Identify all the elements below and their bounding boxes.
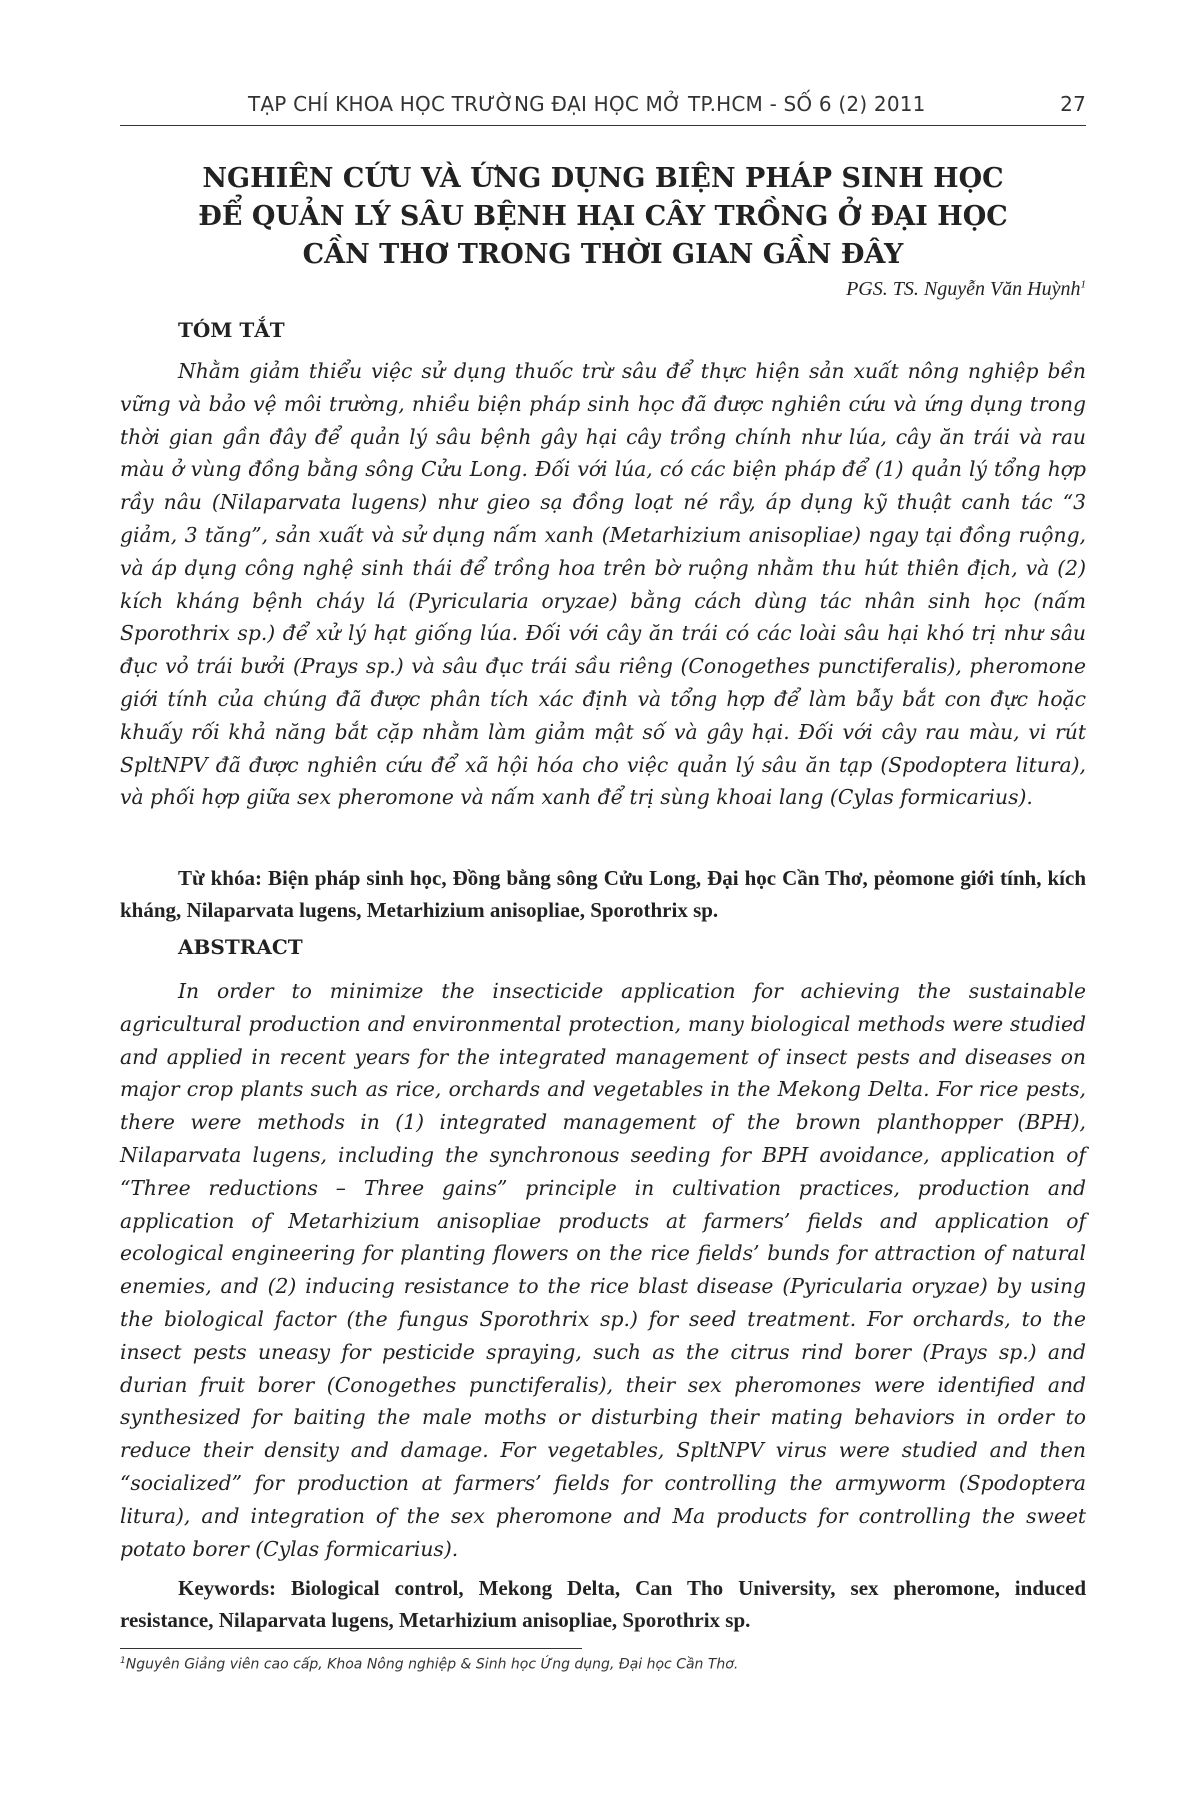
header-rule: [120, 125, 1086, 126]
author-line: [846, 278, 1086, 301]
footnote: [120, 1656, 1086, 1673]
title-line-2: ĐỂ QUẢN LÝ SÂU BỆNH HẠI CÂY TRỒNG Ở ĐẠI HỌC: [198, 201, 1008, 232]
author-name: PGS. TS. Nguyễn Văn Huỳnh: [846, 278, 1081, 300]
tu-khoa-label: Từ khóa:: [178, 866, 262, 890]
article-title: [120, 160, 1086, 274]
journal-title: TẠP CHÍ KHOA HỌC TRƯỜNG ĐẠI HỌC MỞ TP.HCM - SỐ 6 (2) 2011: [248, 92, 926, 116]
title-line-3: CẦN THƠ TRONG THỜI GIAN GẦN ĐÂY: [302, 239, 904, 270]
page-number: 27: [1060, 92, 1086, 116]
abstract-text: In order to minimize the insecticide application for achieving the sustainable agricultural production and environmental protection, many biological methods were studied and applied in recent years for the integrated management of insect pests and diseases on major crop plants such as rice, orchards and vegetables in the Mekong Delta. For rice pests, there were methods in (1) integrated management of the brown planthopper (BPH), Nilaparvata lugens, including the synchronous seeding for BPH avoidance, application of “Three reductions – Three gains” principle in cultivation practices, production and application of Metarhizium anisopliae products at farmers’ fields and application of ecological engineering for planting flowers on the rice fields’ bunds for attraction of natural enemies, and (2) inducing resistance to the rice blast disease (Pyricularia oryzae) by using the biological factor (the fungus Sporothrix sp.) for seed treatment. For orchards, to the insect pests uneasy for pesticide spraying, such as the citrus rind borer (Prays sp.) and durian fruit borer (Conogethes punctiferalis), their sex pheromones were identified and synthesized for baiting the male moths or disturbing their mating behaviors in order to reduce their density and damage. For vegetables, SpltNPV virus were studied and then “socialized” for production at farmers’ fields for controlling the armyworm (Spodoptera litura), and integration of the sex pheromone and Ma products for controlling the sweet potato borer (Cylas formicarius).: [120, 979, 1086, 1561]
running-header: [120, 92, 1086, 122]
tu-khoa-block: [120, 862, 1086, 926]
keywords-label: Keywords:: [178, 1576, 276, 1600]
keywords-block: [120, 1572, 1086, 1636]
keywords-text: Biological control, Mekong Delta, Can Tho University, sex pheromone, induced resistance, Nilaparvata lugens, Metarhizium anisopliae, Sporothrix sp.: [120, 1576, 1086, 1632]
footnote-mark: 1: [120, 1656, 126, 1666]
tom-tat-text: Nhằm giảm thiểu việc sử dụng thuốc trừ sâu để thực hiện sản xuất nông nghiệp bền vững và bảo vệ môi trường, nhiều biện pháp sinh học đã được nghiên cứu và ứng dụng trong thời gian gần đây để quản lý sâu bệnh gây hại cây trồng chính như lúa, cây ăn trái và rau màu ở vùng đồng bằng sông Cửu Long. Đối với lúa, có các biện pháp để (1) quản lý tổng hợp rầy nâu (Nilaparvata lugens) như gieo sạ đồng loạt né rầy, áp dụng kỹ thuật canh tác “3 giảm, 3 tăng”, sản xuất và sử dụng nấm xanh (Metarhizium anisopliae) ngay tại đồng ruộng, và áp dụng công nghệ sinh thái để trồng hoa trên bờ ruộng nhằm thu hút thiên địch, và (2) kích kháng bệnh cháy lá (Pyricularia oryzae) bằng cách dùng tác nhân sinh học (nấm Sporothrix sp.) để xử lý hạt giống lúa. Đối với cây ăn trái có các loài sâu hại khó trị như sâu đục vỏ trái bưởi (Prays sp.) và sâu đục trái sầu riêng (Conogethes punctiferalis), pheromone giới tính của chúng đã được phân tích xác định và tổng hợp để làm bẫy bắt con đực hoặc khuấy rối khả năng bắt cặp nhằm làm giảm mật số và gây hại. Đối với cây rau màu, vi rút SpltNPV đã được nghiên cứu để xã hội hóa cho việc quản lý sâu ăn tạp (Spodoptera litura), và phối hợp giữa sex pheromone và nấm xanh để trị sùng khoai lang (Cylas formicarius).: [120, 359, 1086, 810]
tu-khoa-text: Biện pháp sinh học, Đồng bằng sông Cửu Long, Đại học Cần Thơ, pẻomone giới tính, kích kháng, Nilaparvata lugens, Metarhizium anisopliae, Sporothrix sp.: [120, 866, 1087, 922]
author-footnote-mark: 1: [1080, 278, 1086, 291]
title-line-1: NGHIÊN CỨU VÀ ỨNG DỤNG BIỆN PHÁP SINH HỌC: [202, 163, 1004, 194]
abstract-heading: ABSTRACT: [178, 935, 303, 959]
footnote-rule: [120, 1648, 582, 1649]
tom-tat-heading: TÓM TẮT: [178, 318, 285, 342]
footnote-text: Nguyên Giảng viên cao cấp, Khoa Nông nghiệp & Sinh học Ứng dụng, Đại học Cần Thơ.: [125, 1656, 739, 1673]
